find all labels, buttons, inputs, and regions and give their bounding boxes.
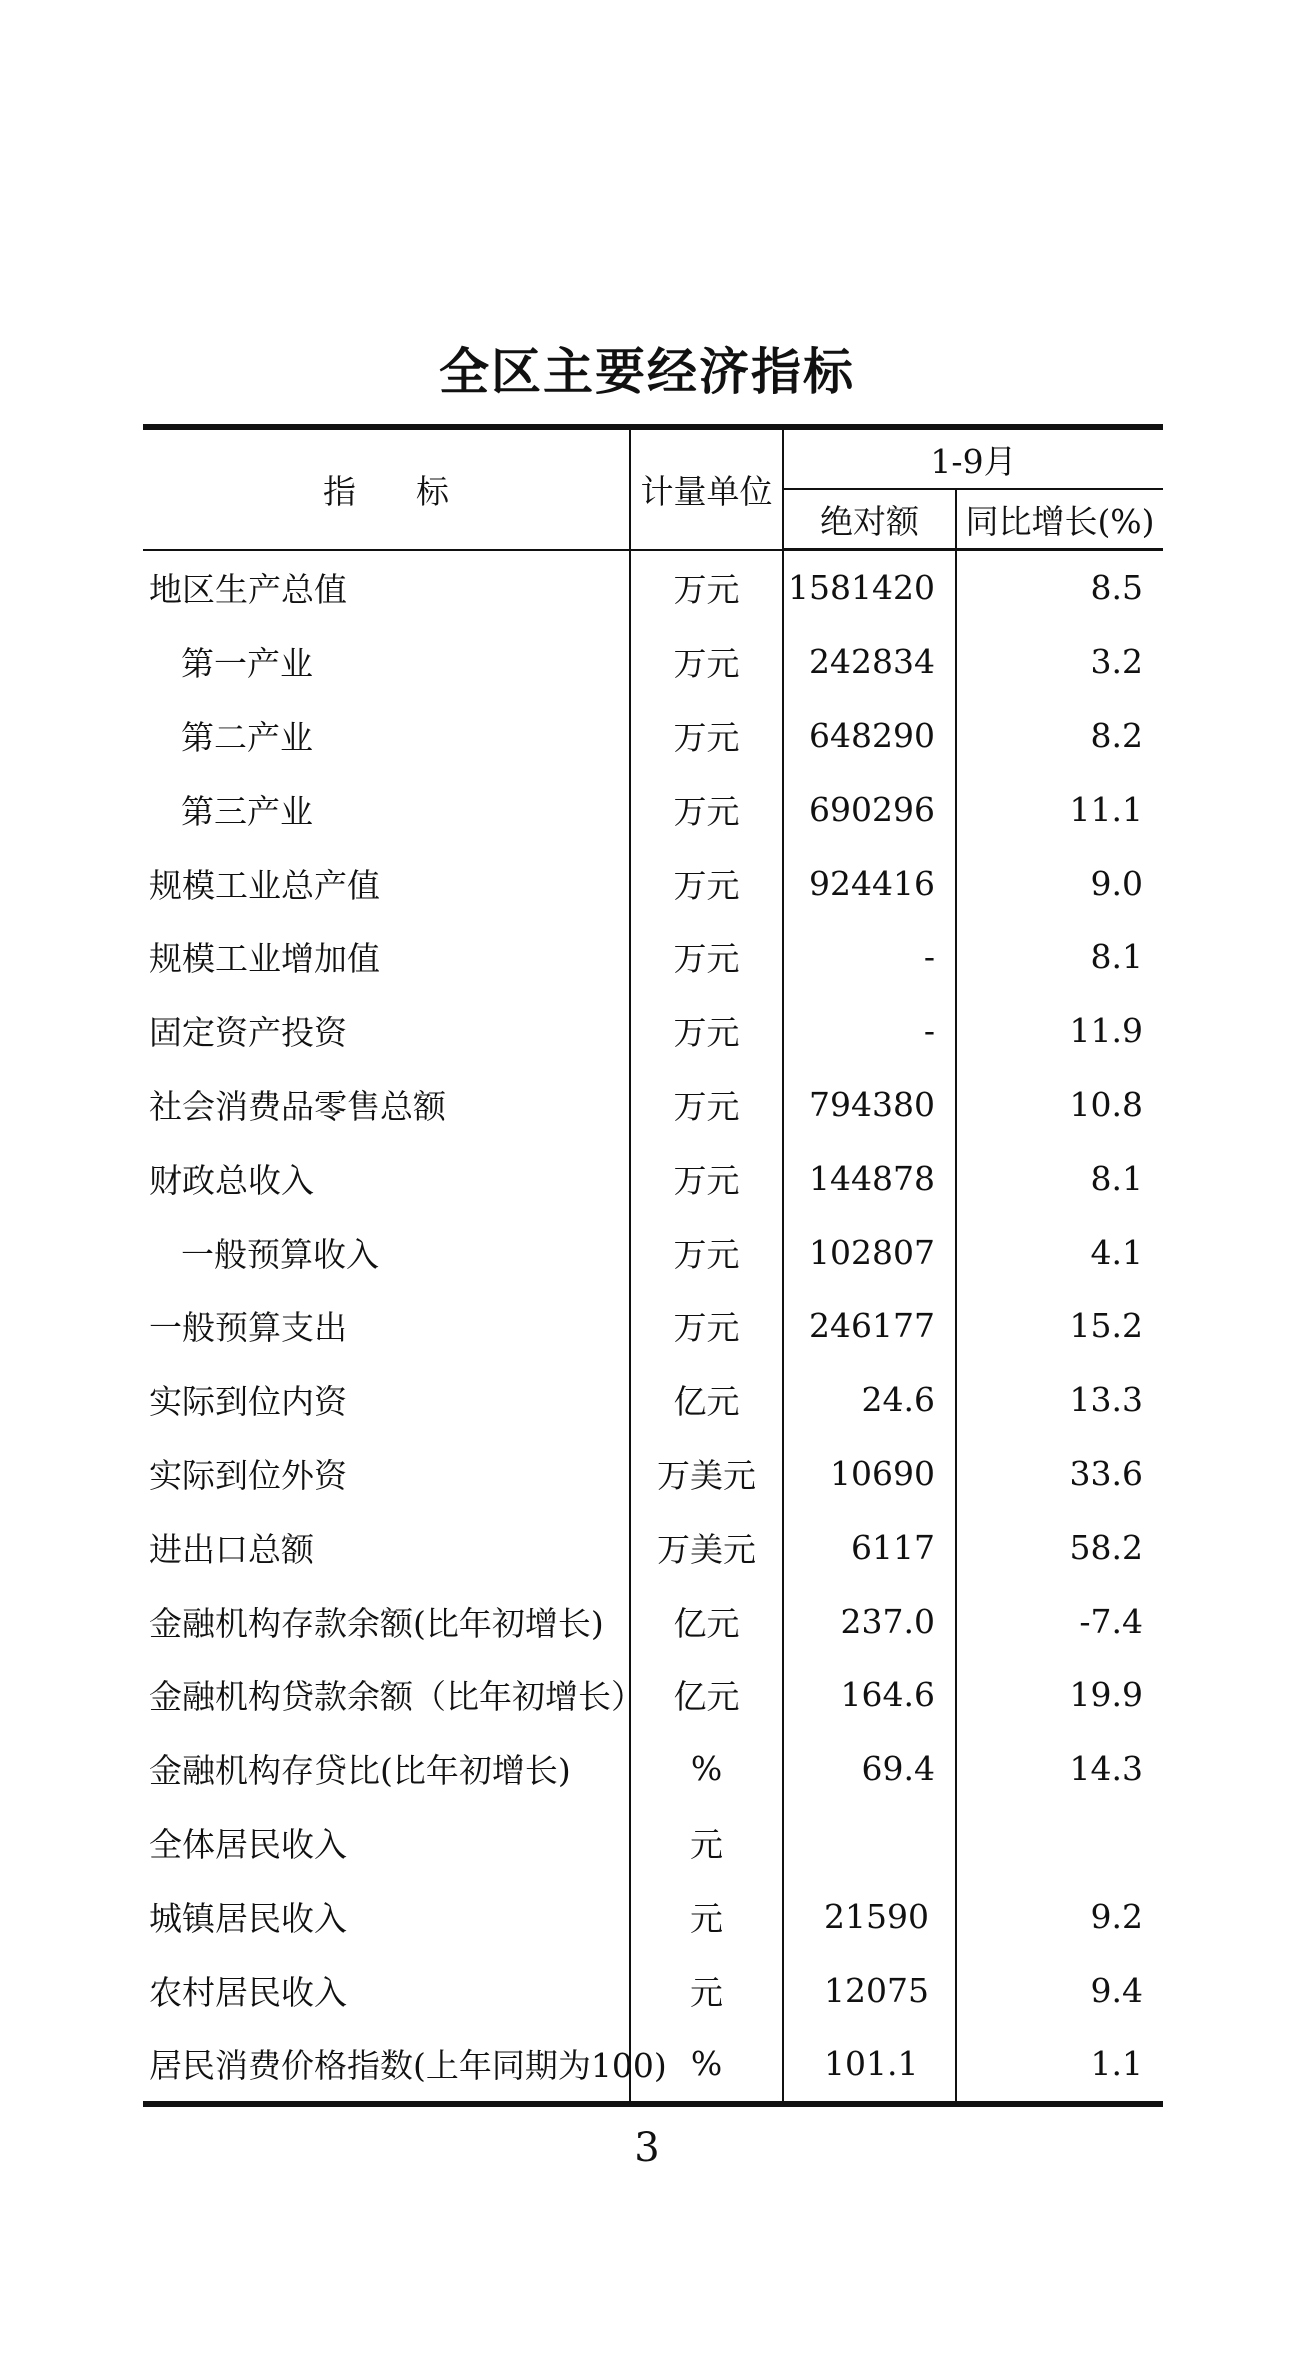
table-row bbox=[143, 1363, 1163, 1437]
unit-cell: 亿元 bbox=[630, 1658, 783, 1732]
table-row bbox=[143, 1879, 1163, 1953]
indicator-name: 财政总收入 bbox=[143, 1141, 630, 1215]
unit-cell: 万元 bbox=[630, 699, 783, 773]
absolute-value: - bbox=[783, 994, 956, 1068]
indicator-name: 金融机构存贷比(比年初增长) bbox=[143, 1732, 630, 1806]
unit-cell: 万元 bbox=[630, 846, 783, 920]
unit-cell: 元 bbox=[630, 1953, 783, 2027]
unit-cell: 万元 bbox=[630, 772, 783, 846]
page-title: 全区主要经济指标 bbox=[439, 343, 855, 401]
absolute-value: 164.6 bbox=[783, 1658, 956, 1732]
indicator-name: 固定资产投资 bbox=[143, 994, 630, 1068]
yoy-growth: 8.1 bbox=[1090, 937, 1143, 977]
indicator-name: 第三产业 bbox=[143, 772, 630, 846]
unit-cell: 万元 bbox=[630, 994, 783, 1068]
absolute-value: 21590 bbox=[783, 1879, 956, 1953]
indicator-name: 居民消费价格指数(上年同期为100) bbox=[143, 2027, 630, 2104]
yoy-growth: 19.9 bbox=[1069, 1675, 1143, 1715]
indicator-name: 进出口总额 bbox=[143, 1510, 630, 1584]
yoy-growth: -7.4 bbox=[1079, 1601, 1143, 1641]
header-indicator: 指标 bbox=[143, 427, 630, 550]
table-row bbox=[143, 1584, 1163, 1658]
yoy-growth: 33.6 bbox=[1069, 1453, 1143, 1493]
absolute-value: - bbox=[783, 920, 956, 994]
yoy-growth: 3.2 bbox=[1090, 642, 1143, 682]
yoy-growth: 8.1 bbox=[1090, 1158, 1143, 1198]
unit-cell: 万美元 bbox=[630, 1510, 783, 1584]
absolute-value: 24.6 bbox=[783, 1363, 956, 1437]
yoy-growth: 8.5 bbox=[1090, 568, 1143, 608]
unit-cell: 万元 bbox=[630, 1289, 783, 1363]
unit-cell: % bbox=[630, 1732, 783, 1806]
absolute-value: 144878 bbox=[783, 1141, 956, 1215]
page-number: 3 bbox=[634, 2125, 660, 2171]
header-absolute: 绝对额 bbox=[783, 489, 956, 550]
table-row bbox=[143, 1732, 1163, 1806]
indicator-name: 金融机构贷款余额（比年初增长） bbox=[143, 1658, 630, 1732]
yoy-growth: 10.8 bbox=[1069, 1084, 1143, 1124]
table-row bbox=[143, 1068, 1163, 1142]
unit-cell: 元 bbox=[630, 1806, 783, 1880]
yoy-growth: 13.3 bbox=[1069, 1380, 1143, 1420]
indicator-name: 实际到位内资 bbox=[143, 1363, 630, 1437]
yoy-growth: 1.1 bbox=[956, 2027, 1163, 2104]
absolute-value: 237.0 bbox=[783, 1584, 956, 1658]
unit-cell: 万元 bbox=[630, 1215, 783, 1289]
unit-cell: 亿元 bbox=[630, 1363, 783, 1437]
table-row bbox=[143, 994, 1163, 1068]
indicator-name: 第二产业 bbox=[143, 699, 630, 773]
absolute-value: 101.1 bbox=[783, 2027, 956, 2104]
indicator-name: 地区生产总值 bbox=[143, 550, 630, 625]
header-unit: 计量单位 bbox=[630, 427, 783, 550]
yoy-growth: 11.9 bbox=[1069, 1011, 1143, 1051]
indicator-name: 金融机构存款余额(比年初增长) bbox=[143, 1584, 630, 1658]
absolute-value: 924416 bbox=[783, 846, 956, 920]
unit-cell: 亿元 bbox=[630, 1584, 783, 1658]
unit-cell: 万元 bbox=[630, 920, 783, 994]
absolute-value: 690296 bbox=[783, 772, 956, 846]
unit-cell: 万元 bbox=[630, 625, 783, 699]
indicator-name: 规模工业增加值 bbox=[143, 920, 630, 994]
unit-cell: 万元 bbox=[630, 550, 783, 625]
table-row bbox=[143, 625, 1163, 699]
indicator-name: 一般预算支出 bbox=[143, 1289, 630, 1363]
absolute-value: 242834 bbox=[783, 625, 956, 699]
absolute-value: 69.4 bbox=[783, 1732, 956, 1806]
yoy-growth: 58.2 bbox=[1069, 1527, 1143, 1567]
absolute-value: 102807 bbox=[783, 1215, 956, 1289]
yoy-growth: 11.1 bbox=[1069, 789, 1143, 829]
table-row bbox=[143, 1510, 1163, 1584]
table-row bbox=[143, 1215, 1163, 1289]
yoy-growth: 9.0 bbox=[1090, 863, 1143, 903]
unit-cell: 万元 bbox=[630, 1068, 783, 1142]
indicator-name: 农村居民收入 bbox=[143, 1953, 630, 2027]
unit-cell: 万美元 bbox=[630, 1437, 783, 1511]
indicator-name: 城镇居民收入 bbox=[143, 1879, 630, 1953]
table-row bbox=[143, 1437, 1163, 1511]
table-row bbox=[143, 550, 1163, 625]
yoy-growth: 4.1 bbox=[1090, 1232, 1143, 1272]
table-body bbox=[143, 550, 1163, 2104]
absolute-value bbox=[783, 1806, 956, 1880]
absolute-value: 648290 bbox=[783, 699, 956, 773]
indicators-table bbox=[143, 424, 1163, 2107]
indicator-name: 社会消费品零售总额 bbox=[143, 1068, 630, 1142]
unit-cell: % bbox=[630, 2027, 783, 2104]
absolute-value: 246177 bbox=[783, 1289, 956, 1363]
table-row bbox=[143, 1806, 1163, 1880]
unit-cell: 元 bbox=[630, 1879, 783, 1953]
yoy-growth bbox=[956, 1806, 1163, 1880]
yoy-growth: 8.2 bbox=[1090, 715, 1143, 755]
indicator-name: 实际到位外资 bbox=[143, 1437, 630, 1511]
header-period: 1-9月 bbox=[783, 427, 1163, 489]
table-row bbox=[143, 1141, 1163, 1215]
absolute-value: 6117 bbox=[783, 1510, 956, 1584]
indicator-name: 规模工业总产值 bbox=[143, 846, 630, 920]
indicator-name: 全体居民收入 bbox=[143, 1806, 630, 1880]
header-yoy: 同比增长(%) bbox=[956, 489, 1163, 550]
indicator-name: 第一产业 bbox=[143, 625, 630, 699]
yoy-growth: 9.4 bbox=[1090, 1970, 1143, 2010]
table-row bbox=[143, 1658, 1163, 1732]
unit-cell: 万元 bbox=[630, 1141, 783, 1215]
table-row bbox=[143, 772, 1163, 846]
absolute-value: 10690 bbox=[783, 1437, 956, 1511]
table-row bbox=[143, 699, 1163, 773]
table-row bbox=[143, 920, 1163, 994]
absolute-value: 794380 bbox=[783, 1068, 956, 1142]
table-row bbox=[143, 1289, 1163, 1363]
table-row bbox=[143, 2027, 1163, 2104]
table-row bbox=[143, 1953, 1163, 2027]
table-row bbox=[143, 846, 1163, 920]
absolute-value: 1581420 bbox=[783, 550, 956, 625]
yoy-growth: 15.2 bbox=[1069, 1306, 1143, 1346]
indicator-name: 一般预算收入 bbox=[143, 1215, 630, 1289]
yoy-growth: 9.2 bbox=[1090, 1896, 1143, 1936]
yoy-growth: 14.3 bbox=[1069, 1749, 1143, 1789]
absolute-value: 12075 bbox=[783, 1953, 956, 2027]
table-header bbox=[143, 427, 1163, 550]
